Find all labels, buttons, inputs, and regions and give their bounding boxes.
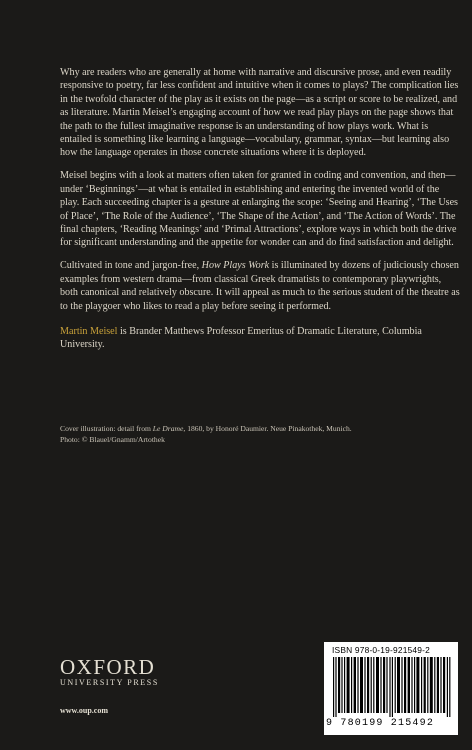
publisher-subtitle: UNIVERSITY PRESS — [60, 678, 159, 687]
author-bio-rest: is Brander Matthews Professor Emeritus of Dramatic Literature, Columbia University. — [60, 325, 422, 351]
cover-credit — [60, 423, 440, 445]
publisher-url: www.oup.com — [60, 706, 109, 715]
barcode-digits: 9 780199 215492 — [326, 718, 435, 729]
book-title-italic: How Plays Work — [201, 260, 270, 272]
credit-before: Cover illustration: detail from — [60, 424, 153, 433]
blurb-p3-before: Cultivated in tone and jargon-free, — [60, 260, 202, 272]
blurb-paragraph-1: Why are readers who are generally at home with narrative and discursive prose, and even readily responsive to poetry, far less confident and intuitive when it comes to plays? The complication lies in the twofold character of the play as it exists on the page—as a script or score to be realized, and as literature. Martin Meisel’s engaging account of how we read play plays on the page shows that the path to the fullest imaginative response is an understanding of how plays work. What is entailed is something like learning a language—vocabulary, grammar, syntax—but learning also how the language operates in those concrete situations where it is deployed. — [60, 67, 459, 159]
author-name: Martin Meisel — [60, 325, 118, 337]
publisher-logo — [60, 657, 210, 689]
artwork-title: Le Drame — [152, 424, 184, 433]
isbn-label: ISBN 978-0-19-921549-2 — [332, 645, 430, 655]
barcode-icon — [333, 657, 451, 717]
barcode-panel — [324, 642, 458, 735]
blurb-text — [60, 66, 460, 361]
blurb-paragraph-3 — [60, 259, 460, 313]
author-bio — [60, 325, 460, 352]
credit-after: , 1860, by Honoré Daumier. Neue Pinakothek, Munich. — [183, 424, 352, 433]
blurb-p3-after: is illuminated by dozens of judiciously chosen examples from western drama—from classical Greek dramatists to contemporary playwrights, both canonical and relatively obscure. It will appeal as much to the serious student of the theatre as to the playgoer who likes to read a play before seeing it performed. — [60, 260, 460, 312]
credit-line-1 — [60, 423, 440, 434]
blurb-paragraph-2: Meisel begins with a look at matters often taken for granted in coding and convention, and then—under ‘Beginnings’—at what is entailed in establishing and entering the invented world of the play. Each succeeding chapter is a gesture at enlarging the scope: ‘Seeing and Hearing’, ‘The Uses of Place’, ‘The Role of the Audience’, ‘The Shape of the Action’, and ‘The Action of Words’. The final chapters, ‘Reading Meanings’ and ‘Primal Attractions’, explore ways in which both the drive for significant understanding and the appetite for wonder can and do find satisfaction and delight. — [60, 170, 458, 249]
publisher-name: OXFORD — [60, 655, 156, 679]
credit-line-2: Photo: © Blauel/Gnamm/Artothek — [60, 435, 165, 444]
